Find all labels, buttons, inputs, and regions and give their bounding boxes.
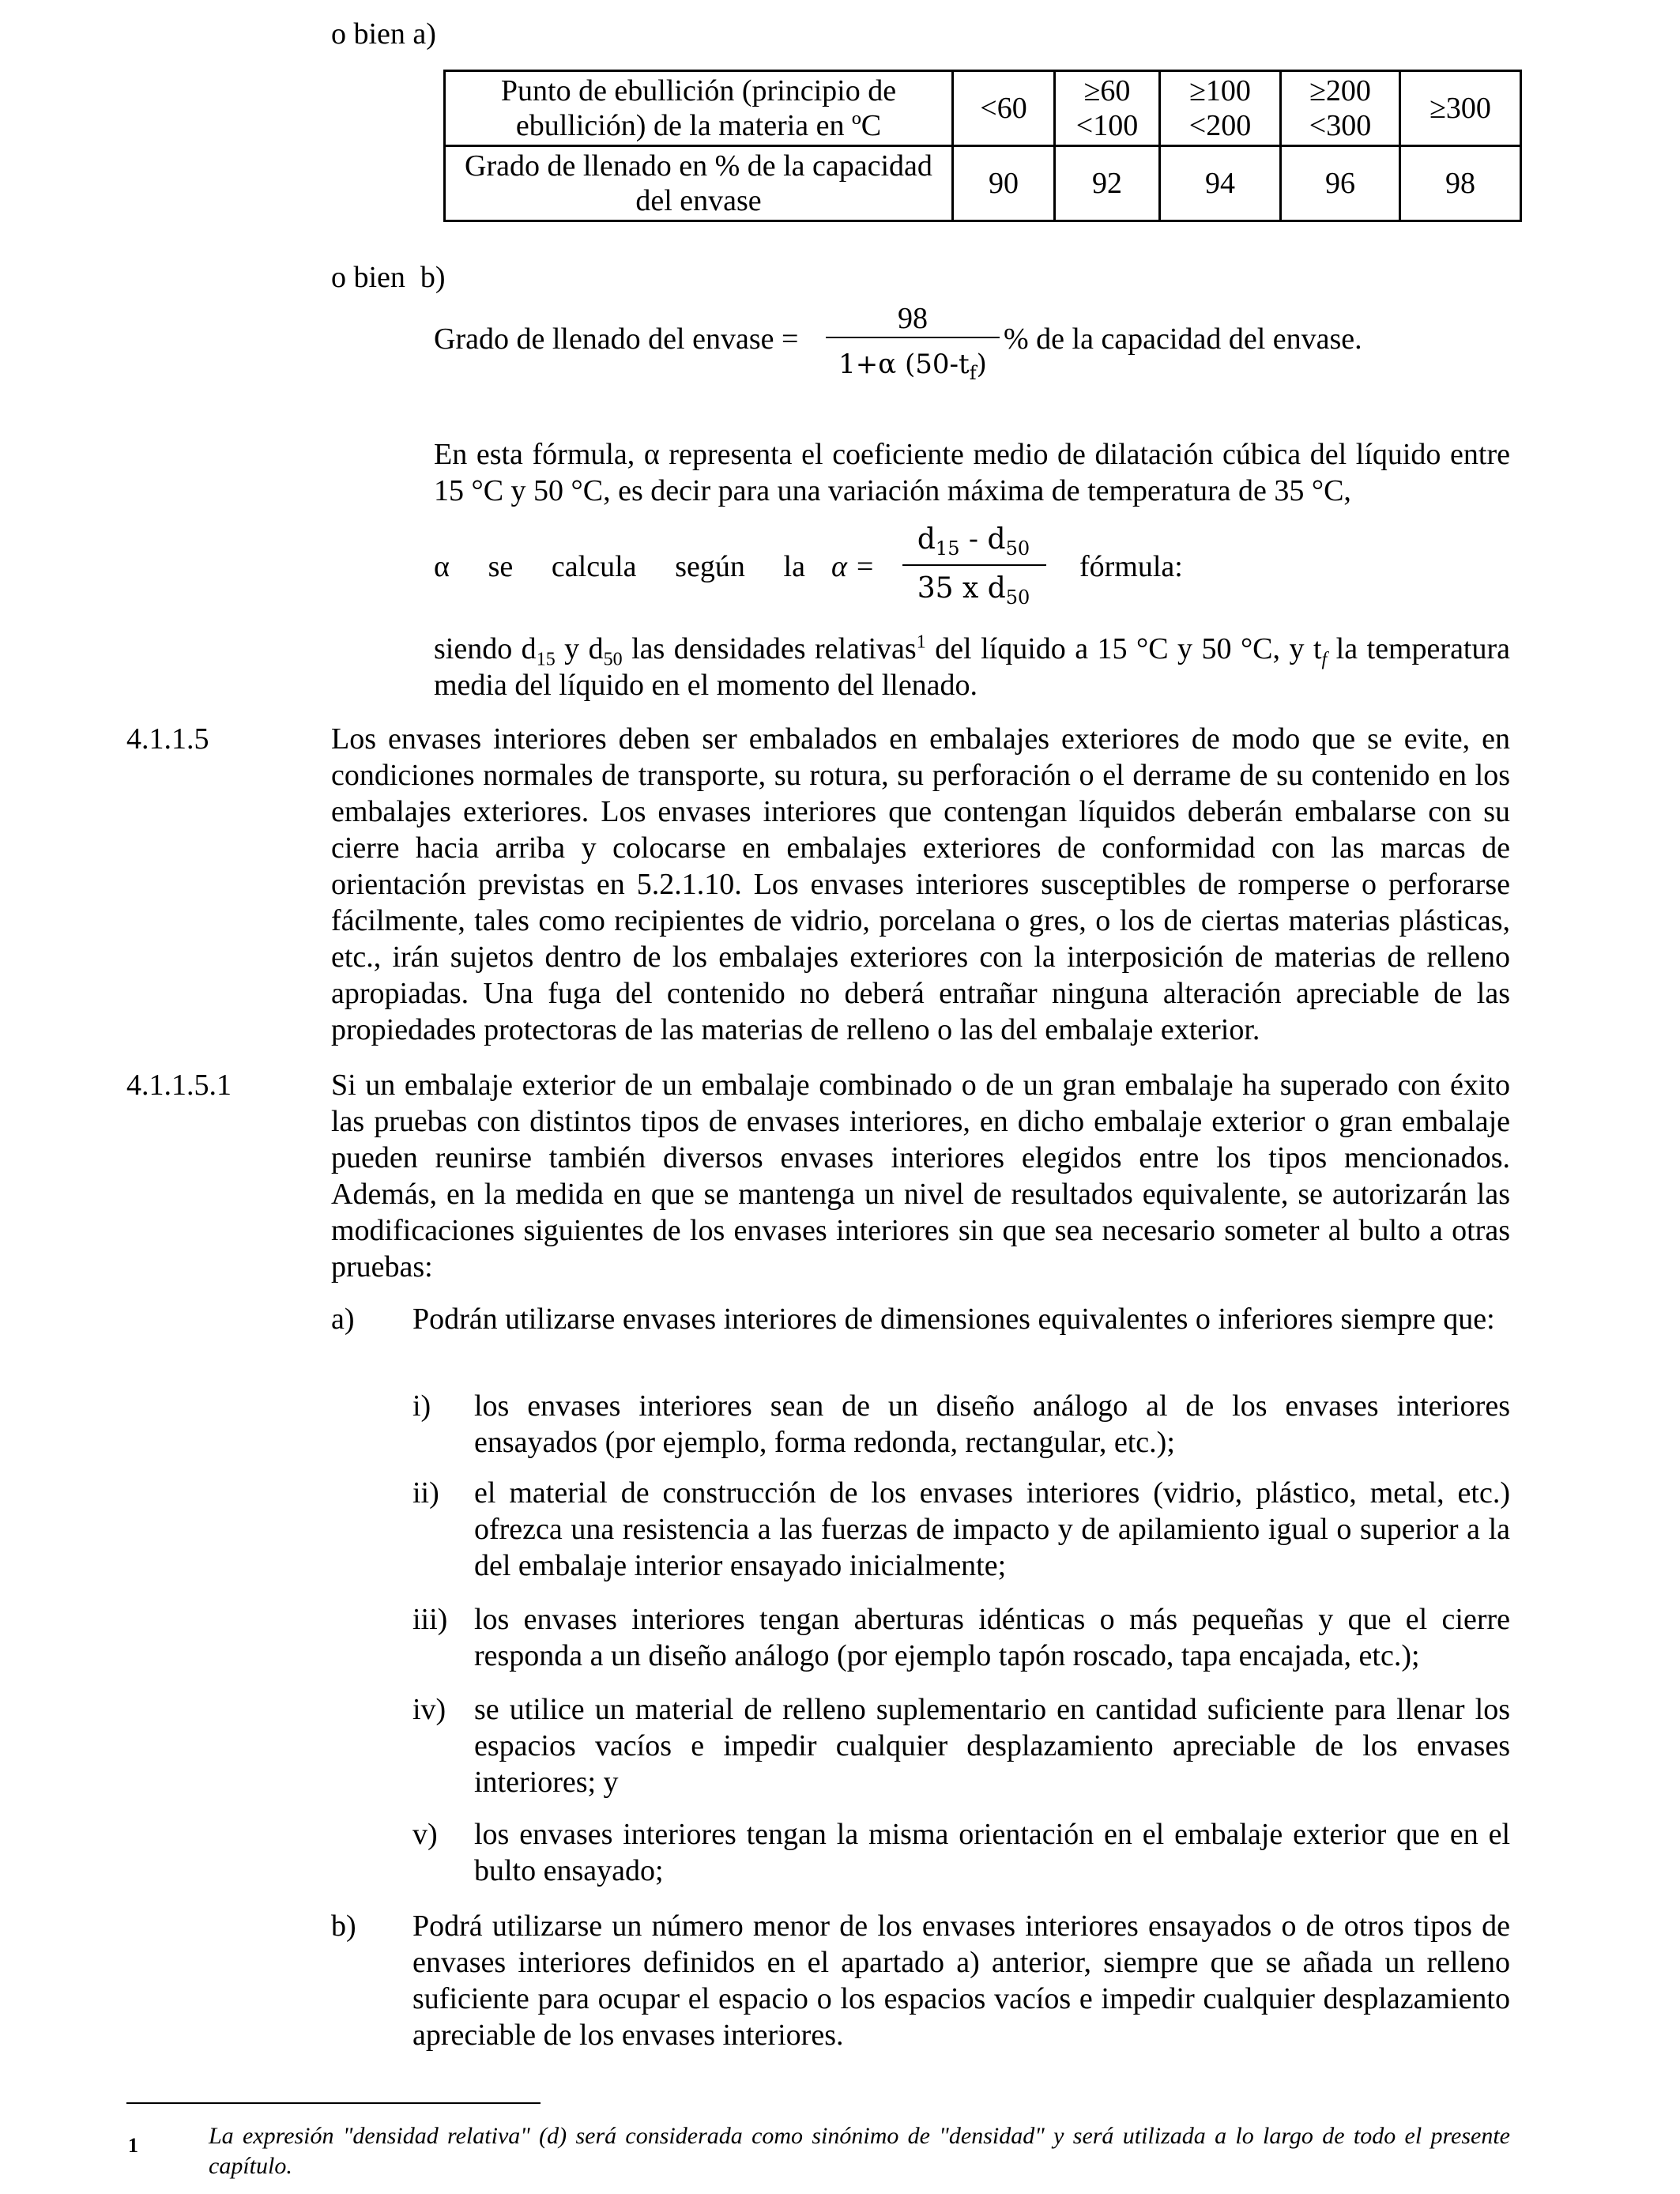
list-item-label: a) — [331, 1302, 355, 1336]
formula2-num-sub1: 15 — [935, 537, 960, 560]
formula1-denominator — [826, 346, 1000, 383]
formula2-word: calcula — [551, 550, 637, 583]
list-item-text: Podrán utilizarse envases interiores de dimensiones equivalentes o inferiores siempre que: — [412, 1302, 1495, 1336]
formula2-num-sub2: 50 — [1005, 537, 1030, 560]
formula1-left-text: Grado de llenado del envase = — [434, 322, 799, 356]
siendo-sub: f — [1321, 649, 1328, 670]
formula1-denominator-close: ) — [976, 349, 987, 380]
subitem-label: v) — [412, 1818, 438, 1851]
siendo-text: del líquido a 15 °C y 50 °C, y t — [925, 632, 1322, 665]
subitem-label: ii) — [412, 1476, 439, 1510]
siendo-paragraph — [434, 631, 1510, 703]
formula1-fraction-bar — [826, 337, 1000, 338]
section-text: Los envases interiores deben ser embalados en embalajes exteriores de modo que se evite, en condiciones normales de transporte, su rotura, su perforación o el derrame de su contenido en los embalajes exteriores. Los envases interiores que contengan líquidos deberán embalarse con su cierre hacia arriba y colocarse en embalajes exteriores de conformidad con las marcas de orientación previstas en 5.2.1.10. Los envases interiores susceptibles de romperse o perforarse fácilmente, tales como recipientes de vidrio, porcelana o gres, o los de ciertas materias plásticas, etc., irán sujetos dentro de los embalajes exteriores con la interposición de materias de relleno apropiadas. Una fuga del contenido no deberá entrañar ninguna alteración apreciable de las propiedades protectoras de las materias de relleno o las del embalaje exterior. — [331, 722, 1510, 1046]
formula2-num-d: d — [917, 523, 936, 556]
footnote-reference: 1 — [916, 631, 926, 653]
formula2-denominator — [902, 571, 1045, 607]
range-text: ≥300 — [1430, 92, 1491, 125]
section-text: Si un embalaje exterior de un embalaje combinado o de un gran embalaje ha superado con éxito las pruebas con distintos tipos de envases interiores, en dicho embalaje exterior o gran embalaje pueden reunirse también diversos envases interiores elegidos entre los tipos mencionados. Además, en la medida en que se mantenga un nivel de resultados equivalente, se autorizarán las modificaciones siguientes de los envases interiores sin que sea necesario someter al bulto a otras pruebas: — [331, 1069, 1510, 1284]
table-row-filling-degree — [445, 146, 1521, 221]
formula2-den-sub: 50 — [1005, 586, 1030, 609]
siendo-text: y d — [555, 632, 604, 665]
formula1-right-text: % de la capacidad del envase. — [1004, 322, 1362, 356]
filling-degree-table — [443, 70, 1522, 222]
formula2-numerator — [902, 522, 1045, 558]
siendo-sub: 15 — [536, 649, 556, 670]
range-text: <60 — [980, 92, 1027, 125]
subitem-label: iv) — [412, 1693, 446, 1726]
formula2-word: la — [783, 550, 805, 583]
table-value-cell: 96 — [1281, 146, 1400, 221]
formula1-numerator — [826, 300, 1000, 337]
formula1-numerator-text: 98 — [898, 302, 928, 335]
siendo-text: siendo d — [434, 632, 537, 665]
subitem-text: los envases interiores sean de un diseño análogo al de los envases interiores ensayados (por ejemplo, forma redonda, rectangular, etc.); — [474, 1389, 1510, 1459]
formula2-word: según — [675, 550, 745, 583]
table-value-cell: 98 — [1400, 146, 1521, 221]
list-item-text: Podrá utilizarse un número menor de los envases interiores ensayados o de otros tipos de envases interiores definidos en el apartado a) anterior, siempre que se añada un relleno suficiente para ocupar el espacio o los espacios vacíos e impedir cualquier desplazamiento apreciable de los envases interiores. — [412, 1909, 1510, 2052]
siendo-sub: 50 — [603, 649, 623, 670]
formula2-word: α — [434, 550, 450, 583]
table-value-cell: 90 — [953, 146, 1055, 221]
range-text: ≥200 <300 — [1309, 74, 1372, 142]
table-range-cell — [953, 71, 1055, 146]
range-text: ≥100 <200 — [1188, 74, 1252, 142]
alpha-paragraph: En esta fórmula, α representa el coeficiente medio de dilatación cúbica del líquido entre 15 °C y 50 °C, es decir para una variación máxima de temperatura de 35 °C, — [434, 438, 1510, 507]
footnote-text: La expresión "densidad relativa" (d) será considerada como sinónimo de "densidad" y será utilizada a lo largo de todo el presente capítulo. — [209, 2123, 1510, 2179]
formula2-den-text: 35 x d — [917, 572, 1006, 605]
section-number: 4.1.1.5.1 — [126, 1069, 232, 1102]
siendo-text: la temperatura media del líquido en el momento del llenado. — [434, 632, 1511, 702]
formula2-fraction-bar — [902, 564, 1046, 566]
footnote-mark: 1 — [128, 2134, 138, 2157]
table-range-cell — [1281, 71, 1400, 146]
formula2-lhs: α = — [831, 550, 876, 583]
formula1-denominator-sub: f — [969, 361, 977, 384]
footnote-separator — [126, 2102, 541, 2104]
table-range-cell — [1055, 71, 1160, 146]
subitem-text: el material de construcción de los envases interiores (vidrio, plástico, metal, etc.) ofrezca una resistencia a las fuerzas de impacto y de apilamiento igual o superior a la del embalaje interior ensayado inicialmente; — [474, 1476, 1510, 1582]
subitem-text: los envases interiores tengan la misma orientación en el embalaje exterior que en el bulto ensayado; — [474, 1818, 1510, 1887]
subitem-label: i) — [412, 1389, 431, 1423]
formula2-words — [434, 548, 805, 585]
option-b-label: o bien b) — [331, 261, 446, 294]
option-a-label: o bien a) — [331, 17, 436, 51]
formula1-denominator-text: 1+α (50-t — [838, 349, 970, 380]
list-item-label: b) — [331, 1909, 356, 1943]
siendo-text: las densidades relativas — [622, 632, 917, 665]
subitem-label: iii) — [412, 1603, 448, 1636]
subitem-text: se utilice un material de relleno suplementario en cantidad suficiente para llenar los espacios vacíos e impedir cualquier desplazamiento apreciable de los envases interiores; y — [474, 1693, 1510, 1799]
table-value-cell: 94 — [1160, 146, 1281, 221]
table-range-cell — [1400, 71, 1521, 146]
table-header-label: Punto de ebullición (principio de ebullición) de la materia en ºC — [445, 71, 953, 146]
formula2-num-mid: - d — [959, 523, 1006, 556]
table-range-cell — [1160, 71, 1281, 146]
formula2-word: se — [488, 550, 514, 583]
table-row-label: Grado de llenado en % de la capacidad del envase — [445, 146, 953, 221]
section-number: 4.1.1.5 — [126, 722, 209, 756]
subitem-text: los envases interiores tengan aberturas idénticas o más pequeñas y que el cierre responda a un diseño análogo (por ejemplo tapón roscado, tapa encajada, etc.); — [474, 1603, 1510, 1672]
table-row-boiling-point — [445, 71, 1521, 146]
formula2-right-text: fórmula: — [1079, 550, 1183, 583]
range-text: ≥60 <100 — [1075, 74, 1139, 142]
table-value-cell: 92 — [1055, 146, 1160, 221]
